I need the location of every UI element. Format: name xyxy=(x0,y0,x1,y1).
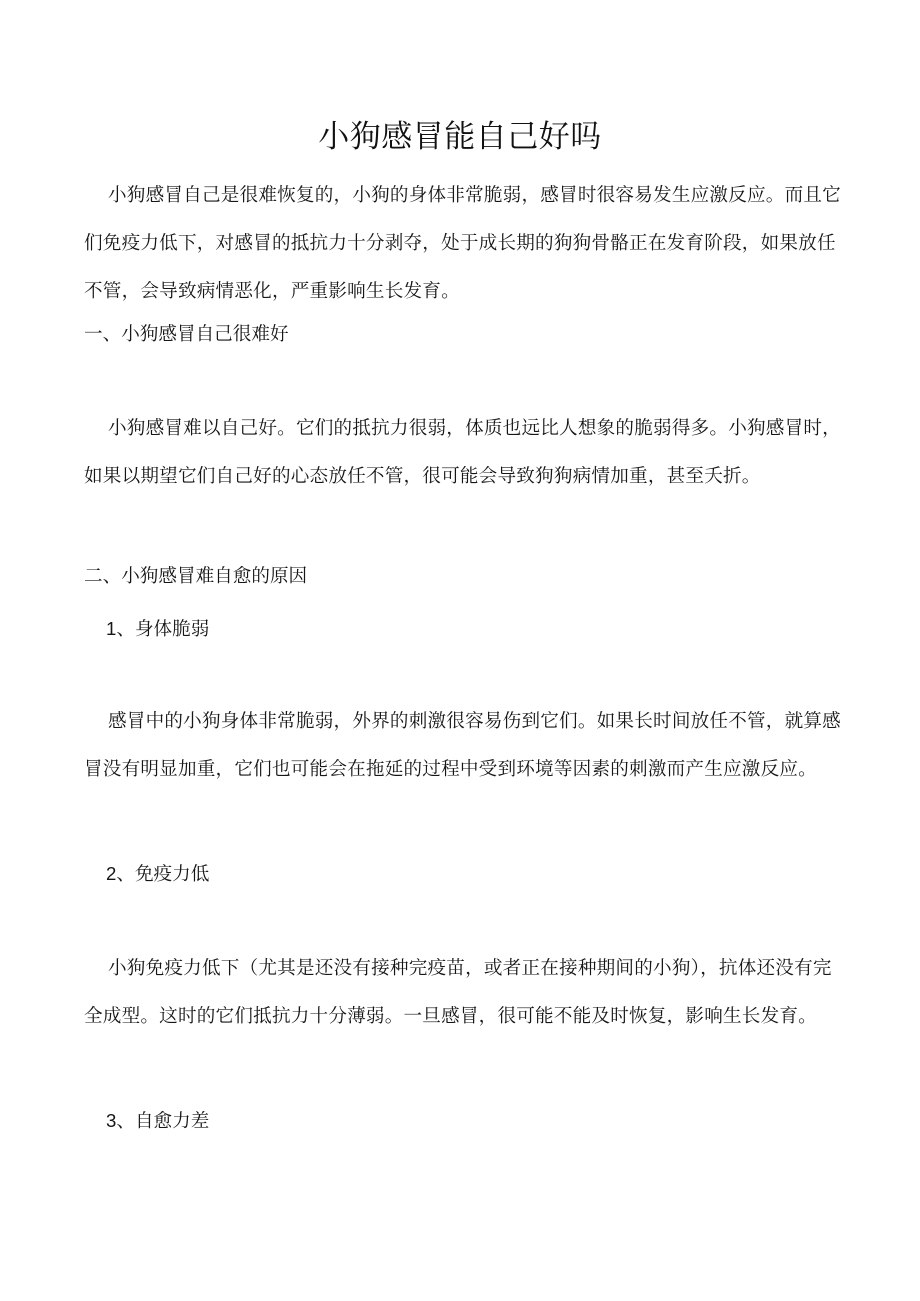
subsection-1-heading xyxy=(106,614,806,645)
subsection-3-heading xyxy=(106,1106,806,1137)
section-1-heading: 一、小狗感冒自己很难好 xyxy=(84,324,289,345)
subsection-3-title: 、自愈力差 xyxy=(116,1111,210,1132)
section-2-heading: 二、小狗感冒难自愈的原因 xyxy=(84,566,308,587)
subsection-1-number: 1 xyxy=(106,618,117,639)
subsection-2-title: 、免疫力低 xyxy=(116,864,210,885)
subsection-1-title: 、身体脆弱 xyxy=(116,619,210,640)
subsection-2-paragraph: 小狗免疫力低下（尤其是还没有接种完疫苗，或者正在接种期间的小狗），抗体还没有完全成型。这时的它们抵抗力十分薄弱。一旦感冒，很可能不能及时恢复，影响生长发育。 xyxy=(84,958,832,1027)
subsection-2-number: 2 xyxy=(106,863,117,884)
document-title: 小狗感冒能自己好吗 xyxy=(318,119,602,155)
subsection-1-paragraph: 感冒中的小狗身体非常脆弱，外界的刺激很容易伤到它们。如果长时间放任不管，就算感冒没有明显加重，它们也可能会在拖延的过程中受到环境等因素的刺激而产生应激反应。 xyxy=(84,711,841,780)
subsection-3-number: 3 xyxy=(106,1110,117,1131)
subsection-2-heading xyxy=(106,859,806,890)
intro-paragraph: 小狗感冒自己是很难恢复的，小狗的身体非常脆弱，感冒时很容易发生应激反应。而且它们免疫力低下，对感冒的抵抗力十分剥夺，处于成长期的狗狗骨骼正在发育阶段，如果放任不管，会导致病情恶化，严重影响生长发育。 xyxy=(84,185,841,302)
section-1-paragraph: 小狗感冒难以自己好。它们的抵抗力很弱，体质也远比人想象的脆弱得多。小狗感冒时，如果以期望它们自己好的心态放任不管，很可能会导致狗狗病情加重，甚至夭折。 xyxy=(84,418,841,487)
